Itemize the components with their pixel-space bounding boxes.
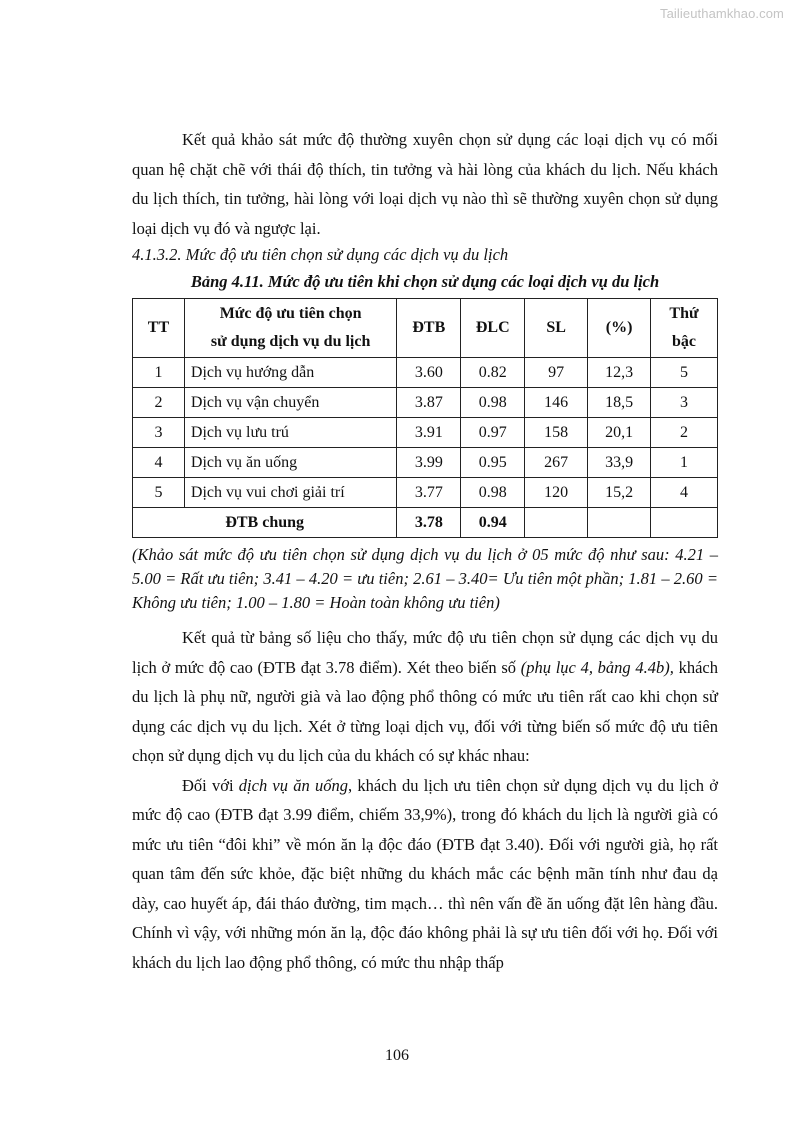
table-row [133, 478, 718, 508]
cell-tt: 3 [133, 418, 185, 448]
summary-empty-rank [651, 508, 718, 538]
cell-service: Dịch vụ ăn uống [184, 448, 396, 478]
page-number: 106 [385, 1047, 409, 1064]
cell-percent: 33,9 [588, 448, 651, 478]
paragraph-3-service-term: dịch vụ ăn uống [238, 775, 348, 795]
header-service [184, 299, 396, 358]
cell-tt: 4 [133, 448, 185, 478]
table-note: (Khảo sát mức độ ưu tiên chọn sử dụng dịch vụ du lịch ở 05 mức độ như sau: 4.21 – 5.00 = Rất ưu tiên; 3.41 – 4.20 = ưu tiên; 2.61 – 3.40= Ưu tiên một phần; 1.81 – 2.60 = Không ưu tiên; 1.00 – 1.80 = Hoàn toàn không ưu tiên) [132, 545, 718, 612]
summary-dtb: 3.78 [397, 508, 461, 538]
paragraph-3-text-b: , khách du lịch ưu tiên chọn sử dụng dịch vụ du lịch ở mức độ cao (ĐTB đạt 3.99 điểm, chiếm 33,9%), trong đó khách du lịch là người già có mức ưu tiên “đôi khi” về món ăn lạ độc đáo (ĐTB đạt 3.40). Đối với người già, họ rất quan tâm đến sức khỏe, đặc biệt những du khách mắc các bệnh mãn tính như đau dạ dày, cao huyết áp, đái tháo đường, tim mạch… thì nên vấn đề ăn uống đặt lên hàng đầu. Chính vì vậy, với những món ăn lạ, độc đáo không phải là sự ưu tiên đối với họ. Đối với khách du lịch lao động phổ thông, có mức thu nhập thấp [132, 775, 719, 972]
watermark-text: Tailieuthamkhao.com [659, 6, 784, 21]
summary-dlc: 0.94 [461, 508, 525, 538]
cell-service: Dịch vụ vui chơi giải trí [184, 478, 396, 508]
priority-table [132, 298, 718, 538]
header-percent: (%) [588, 299, 651, 358]
paragraph-2-text-a: Kết quả từ bảng số liệu cho thấy, mức độ ưu tiên chọn sử dụng các dịch vụ du lịch ở mức độ cao (ĐTB đạt 3.78 điểm). Xét theo biến số [132, 628, 718, 677]
cell-dtb: 3.99 [397, 448, 461, 478]
summary-empty-percent [588, 508, 651, 538]
cell-service: Dịch vụ vận chuyển [184, 388, 396, 418]
cell-tt: 2 [133, 388, 185, 418]
cell-sl: 120 [525, 478, 588, 508]
header-tt: TT [133, 299, 185, 358]
table-row [133, 418, 718, 448]
table-header-row [133, 299, 718, 358]
table-row [133, 358, 718, 388]
header-rank-line2: bậc [672, 333, 697, 350]
paragraph-2-appendix-ref: (phụ lục 4, bảng 4.4b), [520, 657, 674, 677]
cell-service: Dịch vụ lưu trú [184, 418, 396, 448]
cell-percent: 18,5 [588, 388, 651, 418]
header-service-line1: Mức độ ưu tiên chọn [219, 305, 362, 322]
cell-sl: 267 [525, 448, 588, 478]
cell-tt: 5 [133, 478, 185, 508]
table-row [133, 448, 718, 478]
header-sl: SL [525, 299, 588, 358]
section-heading: 4.1.3.2. Mức độ ưu tiên chọn sử dụng các dịch vụ du lịch [132, 245, 509, 264]
cell-rank: 1 [651, 448, 718, 478]
cell-percent: 20,1 [588, 418, 651, 448]
cell-sl: 97 [525, 358, 588, 388]
summary-label: ĐTB chung [133, 508, 397, 538]
cell-dtb: 3.60 [397, 358, 461, 388]
cell-percent: 12,3 [588, 358, 651, 388]
paragraph-3-text-a: Đối với [182, 775, 239, 795]
cell-rank: 3 [651, 388, 718, 418]
cell-sl: 158 [525, 418, 588, 448]
table-summary-row [133, 508, 718, 538]
cell-dlc: 0.98 [461, 478, 525, 508]
cell-dlc: 0.97 [461, 418, 525, 448]
cell-percent: 15,2 [588, 478, 651, 508]
cell-dtb: 3.77 [397, 478, 461, 508]
table-row [133, 388, 718, 418]
table-caption: Bảng 4.11. Mức độ ưu tiên khi chọn sử dụng các loại dịch vụ du lịch [190, 272, 660, 291]
cell-rank: 4 [651, 478, 718, 508]
paragraph-3 [132, 771, 718, 978]
paragraph-2-text-b: khách du lịch là phụ nữ, người già và lao động phổ thông có mức ưu tiên rất cao khi chọn sử dụng các dịch vụ du lịch. Xét ở từng loại dịch vụ, đối với từng biến số mức độ ưu tiên chọn sử dụng dịch vụ du lịch của du khách có sự khác nhau: [132, 657, 718, 765]
paragraph-2 [132, 623, 718, 771]
summary-empty-sl [525, 508, 588, 538]
header-rank [651, 299, 718, 358]
header-dtb: ĐTB [397, 299, 461, 358]
header-service-line2: sử dụng dịch vụ du lịch [210, 333, 371, 350]
document-page [132, 125, 718, 977]
cell-tt: 1 [133, 358, 185, 388]
cell-sl: 146 [525, 388, 588, 418]
cell-rank: 5 [651, 358, 718, 388]
cell-dlc: 0.98 [461, 388, 525, 418]
cell-dlc: 0.82 [461, 358, 525, 388]
header-rank-line1: Thứ [669, 305, 699, 322]
cell-dlc: 0.95 [461, 448, 525, 478]
header-dlc: ĐLC [461, 299, 525, 358]
cell-dtb: 3.87 [397, 388, 461, 418]
cell-dtb: 3.91 [397, 418, 461, 448]
cell-service: Dịch vụ hướng dẫn [184, 358, 396, 388]
paragraph-1: Kết quả khảo sát mức độ thường xuyên chọn sử dụng các loại dịch vụ có mối quan hệ chặt chẽ với thái độ thích, tin tưởng và hài lòng của khách du lịch. Nếu khách du lịch thích, tin tưởng, hài lòng với loại dịch vụ nào thì sẽ thường xuyên chọn sử dụng loại dịch vụ đó và ngược lại. [132, 130, 718, 238]
cell-rank: 2 [651, 418, 718, 448]
